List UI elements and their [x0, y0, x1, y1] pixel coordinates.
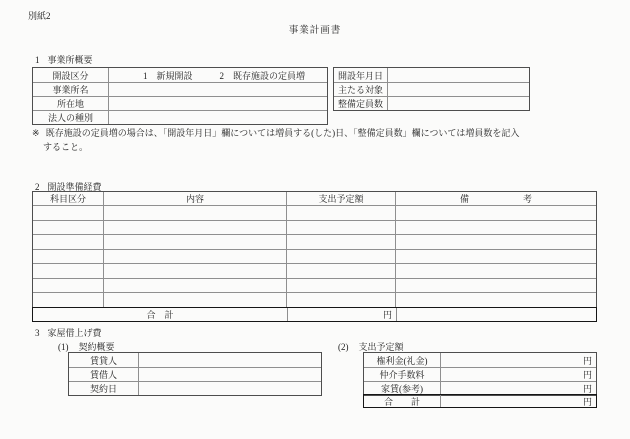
amount-cell[interactable]	[287, 250, 396, 264]
capacity-label: 整備定員数	[334, 97, 388, 110]
amount-cell[interactable]	[287, 279, 396, 293]
note-line1	[32, 126, 519, 139]
office-overview-table	[32, 67, 328, 125]
expense-row	[33, 234, 596, 249]
key-money-label: 権利金(礼金)	[364, 353, 441, 367]
lessee-label: 賃借人	[69, 368, 139, 381]
office-overview-right-table	[333, 67, 530, 111]
office-name-label: 事業所名	[33, 83, 109, 96]
subject-cell[interactable]	[33, 206, 104, 220]
lessee-field[interactable]	[139, 368, 321, 381]
opening-category-options[interactable]: 1 新規開設 2 既存施設の定員増	[143, 70, 306, 81]
attachment-label: 別紙2	[28, 11, 51, 21]
expense-row	[33, 292, 596, 307]
table-row	[334, 68, 529, 82]
contract-date-field[interactable]	[139, 382, 321, 395]
rental-total-yen-unit[interactable]: 円	[582, 396, 592, 407]
planned-expenditure-header: 支出予定額	[287, 192, 396, 205]
remarks-cell[interactable]	[396, 293, 596, 307]
sub1-title: 契約概要	[78, 342, 115, 352]
remarks-cell[interactable]	[396, 279, 596, 293]
brokerage-fee-yen-unit[interactable]: 円	[582, 370, 592, 380]
office-name-field[interactable]	[109, 83, 327, 96]
lessor-label: 賃貸人	[69, 353, 139, 367]
table-row	[33, 82, 327, 96]
section3-number: 3	[35, 328, 40, 338]
opening-category-label: 開設区分	[33, 68, 109, 82]
opening-date-field[interactable]	[388, 68, 529, 82]
sub1-number: (1)	[58, 342, 69, 352]
expense-row	[33, 205, 596, 220]
section1-number: 1	[35, 55, 40, 65]
expenses-total-row	[32, 307, 597, 322]
rental-total-label: 合 計	[364, 395, 441, 407]
opening-date-label: 開設年月日	[334, 68, 388, 82]
table-row	[33, 110, 327, 124]
capacity-field[interactable]	[388, 97, 529, 110]
expenses-total-yen-unit[interactable]: 円	[288, 308, 397, 321]
content-cell[interactable]	[104, 206, 287, 220]
subject-cell[interactable]	[33, 235, 104, 249]
table-header-row	[33, 192, 596, 205]
location-field[interactable]	[109, 97, 327, 110]
subject-cell[interactable]	[33, 250, 104, 264]
note-marker: ※	[32, 128, 40, 138]
remarks-header: 備 考	[459, 194, 532, 204]
remarks-cell[interactable]	[396, 250, 596, 264]
table-row	[364, 381, 596, 395]
table-row	[33, 96, 327, 110]
corporation-type-label: 法人の種別	[33, 111, 109, 124]
key-money-yen-unit[interactable]: 円	[582, 355, 592, 366]
rent-reference-yen-unit[interactable]: 円	[582, 384, 592, 394]
main-target-field[interactable]	[388, 83, 529, 96]
content-cell[interactable]	[104, 264, 287, 278]
subject-cell[interactable]	[33, 264, 104, 278]
expense-row	[33, 220, 596, 235]
expense-row	[33, 263, 596, 278]
table-row	[69, 367, 321, 381]
rental-expenditure-table	[363, 352, 597, 396]
rental-total-row	[363, 394, 597, 408]
note-line2: すること。	[43, 142, 89, 152]
section3-title: 家屋借上げ費	[47, 328, 102, 338]
table-row	[364, 353, 596, 367]
remarks-cell[interactable]	[396, 206, 596, 220]
rent-reference-label: 家賃(参考)	[364, 382, 441, 395]
table-row	[33, 68, 327, 82]
content-header: 内容	[104, 192, 287, 205]
table-row	[69, 381, 321, 395]
amount-cell[interactable]	[287, 264, 396, 278]
section2-number: 2	[35, 182, 40, 192]
opening-expenses-table	[32, 191, 597, 308]
location-label: 所在地	[33, 97, 109, 110]
corporation-type-field[interactable]	[109, 111, 327, 124]
content-cell[interactable]	[104, 293, 287, 307]
amount-cell[interactable]	[287, 206, 396, 220]
subject-cell[interactable]	[33, 293, 104, 307]
expenses-total-remarks-cell[interactable]	[397, 308, 596, 321]
table-row	[334, 82, 529, 96]
contract-overview-table	[68, 352, 322, 396]
sub2-title: 支出予定額	[358, 342, 404, 352]
section3-heading	[35, 326, 102, 339]
remarks-cell[interactable]	[396, 221, 596, 235]
section2-title: 開設準備経費	[47, 182, 102, 192]
remarks-cell[interactable]	[396, 264, 596, 278]
amount-cell[interactable]	[287, 293, 396, 307]
expense-row	[33, 278, 596, 293]
expenses-total-label: 合 計	[33, 308, 288, 321]
content-cell[interactable]	[104, 235, 287, 249]
document-title: 事業計画書	[288, 26, 342, 36]
table-row	[334, 96, 529, 110]
lessor-field[interactable]	[139, 353, 321, 367]
amount-cell[interactable]	[287, 235, 396, 249]
content-cell[interactable]	[104, 250, 287, 264]
note-text1: 既存施設の定員増の場合は、「開設年月日」欄については増員する(した)日、「整備定員数」欄については増員数を記入	[45, 128, 520, 138]
content-cell[interactable]	[104, 279, 287, 293]
table-row	[364, 367, 596, 381]
section1-heading	[35, 53, 93, 66]
subject-category-header: 科目区分	[33, 192, 104, 205]
contract-date-label: 契約日	[69, 382, 139, 395]
content-cell[interactable]	[104, 221, 287, 235]
remarks-cell[interactable]	[396, 235, 596, 249]
main-target-label: 主たる対象	[334, 83, 388, 96]
expense-row	[33, 249, 596, 264]
subject-cell[interactable]	[33, 279, 104, 293]
brokerage-fee-label: 仲介手数料	[364, 368, 441, 381]
subject-cell[interactable]	[33, 221, 104, 235]
amount-cell[interactable]	[287, 221, 396, 235]
section1-title: 事業所概要	[47, 55, 93, 65]
sub2-number: (2)	[338, 342, 349, 352]
table-row	[69, 353, 321, 367]
